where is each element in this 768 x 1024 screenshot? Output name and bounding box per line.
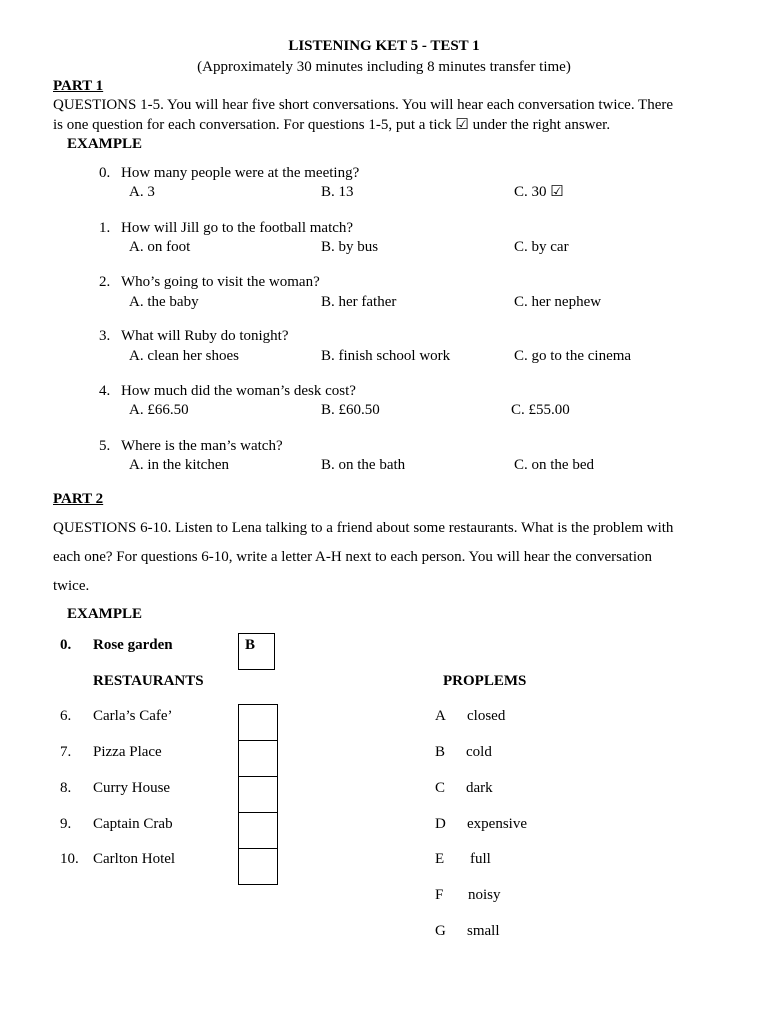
question-text: What will Ruby do tonight? bbox=[121, 328, 289, 344]
question-text: Who’s going to visit the woman? bbox=[121, 274, 320, 290]
problem-text: expensive bbox=[467, 816, 527, 832]
answer-box-10[interactable] bbox=[238, 848, 278, 885]
option-c-ticked: C. 30 ☑ bbox=[514, 184, 564, 200]
option-a: A. clean her shoes bbox=[129, 348, 239, 364]
problem-text: small bbox=[467, 923, 500, 939]
answer-box-7[interactable] bbox=[238, 740, 278, 777]
part2-instructions-line1: QUESTIONS 6-10. Listen to Lena talking to a friend about some restaurants. What is the problem with bbox=[53, 520, 674, 536]
option-c: C. go to the cinema bbox=[514, 348, 632, 364]
page-subtitle: (Approximately 30 minutes including 8 minutes transfer time) bbox=[197, 59, 571, 75]
option-c: C. her nephew bbox=[514, 294, 602, 310]
option-b: B. her father bbox=[321, 294, 397, 310]
question-text: How many people were at the meeting? bbox=[121, 165, 360, 181]
problem-letter: A bbox=[435, 708, 446, 724]
option-b: B. £60.50 bbox=[321, 402, 380, 418]
restaurant-name: Curry House bbox=[93, 780, 171, 796]
part2-example-label: EXAMPLE bbox=[67, 606, 142, 622]
part2-instructions-line3: twice. bbox=[53, 578, 90, 594]
part1-heading: PART 1 bbox=[53, 78, 104, 94]
option-b: B. on the bath bbox=[321, 457, 406, 473]
option-a: A. on foot bbox=[129, 239, 191, 255]
option-b: B. by bus bbox=[321, 239, 379, 255]
problem-letter: E bbox=[435, 851, 445, 867]
restaurant-name: Pizza Place bbox=[93, 744, 162, 760]
option-b: B. 13 bbox=[321, 184, 354, 200]
option-c: C. £55.00 bbox=[511, 402, 570, 418]
question-text: Where is the man’s watch? bbox=[121, 438, 283, 454]
restaurant-name: Carla’s Cafe’ bbox=[93, 708, 173, 724]
part1-instructions-line1: QUESTIONS 1-5. You will hear five short conversations. You will hear each conversation twice. There bbox=[53, 97, 674, 113]
answer-box-9[interactable] bbox=[238, 812, 278, 849]
example-number: 0. bbox=[60, 637, 72, 653]
problem-letter: C bbox=[435, 780, 446, 796]
restaurant-number: 6. bbox=[60, 708, 72, 724]
problem-text: cold bbox=[466, 744, 492, 760]
example-restaurant: Rose garden bbox=[93, 637, 173, 653]
restaurant-number: 10. bbox=[60, 851, 79, 867]
restaurant-name: Captain Crab bbox=[93, 816, 173, 832]
part1-example-label: EXAMPLE bbox=[67, 136, 142, 152]
part1-instructions-line2: is one question for each conversation. For questions 1-5, put a tick ☑ under the right answer. bbox=[53, 117, 611, 133]
restaurant-name: Carlton Hotel bbox=[93, 851, 176, 867]
option-a: A. £66.50 bbox=[129, 402, 189, 418]
question-number: 0. bbox=[99, 165, 111, 181]
question-text: How will Jill go to the football match? bbox=[121, 220, 354, 236]
problem-text: noisy bbox=[468, 887, 501, 903]
problem-text: full bbox=[470, 851, 491, 867]
problem-letter: F bbox=[435, 887, 444, 903]
question-number: 1. bbox=[99, 220, 111, 236]
problem-text: dark bbox=[466, 780, 493, 796]
option-c: C. by car bbox=[514, 239, 569, 255]
problem-letter: G bbox=[435, 923, 446, 939]
problem-letter: B bbox=[435, 744, 446, 760]
question-number: 3. bbox=[99, 328, 111, 344]
problem-text: closed bbox=[467, 708, 506, 724]
example-answer-box bbox=[238, 633, 275, 670]
problems-header: PROPLEMS bbox=[443, 673, 527, 689]
option-a: A. the baby bbox=[129, 294, 199, 310]
question-number: 4. bbox=[99, 383, 111, 399]
option-a: A. 3 bbox=[129, 184, 155, 200]
restaurant-number: 8. bbox=[60, 780, 72, 796]
problem-letter: D bbox=[435, 816, 446, 832]
answer-box-6[interactable] bbox=[238, 704, 278, 741]
answer-box-8[interactable] bbox=[238, 776, 278, 813]
question-number: 2. bbox=[99, 274, 111, 290]
question-number: 5. bbox=[99, 438, 111, 454]
option-a: A. in the kitchen bbox=[129, 457, 229, 473]
option-b: B. finish school work bbox=[321, 348, 451, 364]
page-title: LISTENING KET 5 - TEST 1 bbox=[288, 38, 480, 54]
question-text: How much did the woman’s desk cost? bbox=[121, 383, 356, 399]
restaurants-header: RESTAURANTS bbox=[93, 673, 204, 689]
restaurant-number: 9. bbox=[60, 816, 72, 832]
part2-instructions-line2: each one? For questions 6-10, write a letter A-H next to each person. You will hear the conversation bbox=[53, 549, 653, 565]
part2-heading: PART 2 bbox=[53, 491, 104, 507]
restaurant-number: 7. bbox=[60, 744, 72, 760]
example-answer: B bbox=[245, 637, 256, 653]
option-c: C. on the bed bbox=[514, 457, 594, 473]
